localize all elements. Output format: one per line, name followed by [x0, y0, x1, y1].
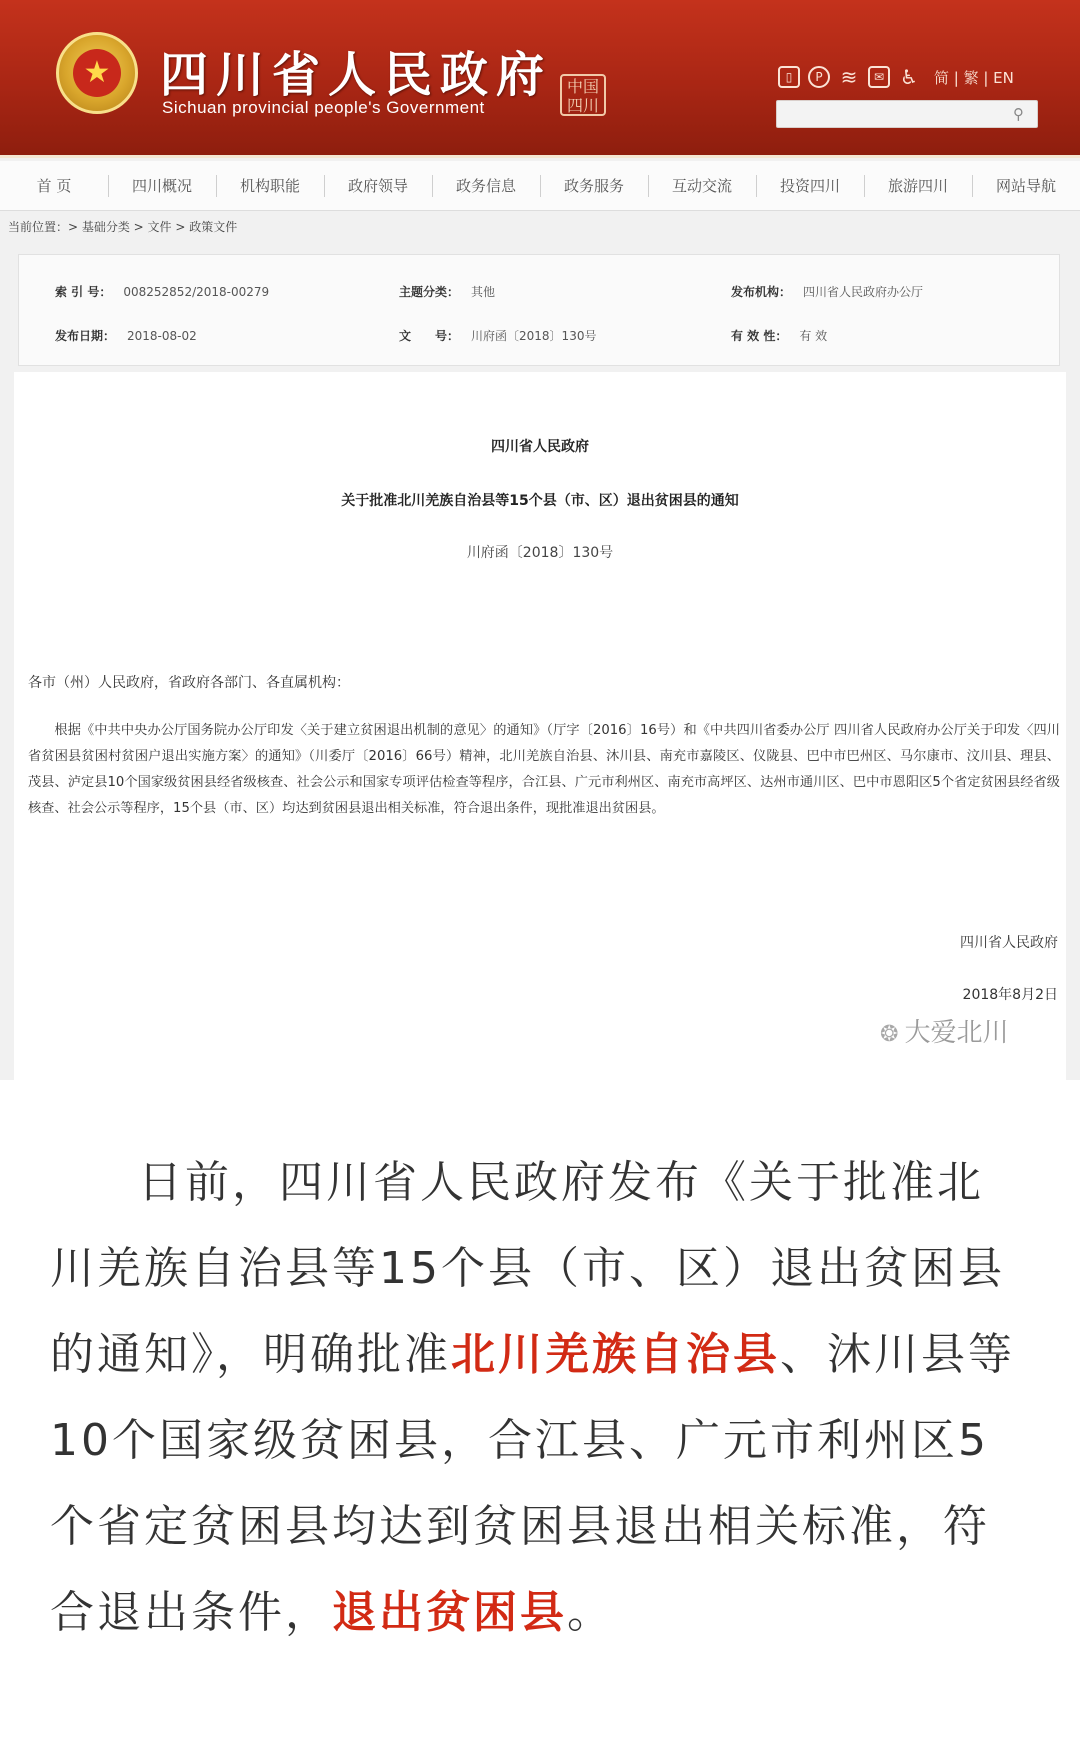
nav-services[interactable]: 政务服务 — [540, 161, 648, 210]
meta-date-label: 发布日期： — [55, 329, 116, 343]
document-issuer: 四川省人民政府 — [491, 439, 589, 455]
site-subtitle: Sichuan provincial people's Government — [162, 98, 485, 117]
language-switch[interactable]: 简 | 繁 | EN — [934, 68, 1014, 87]
site-header — [0, 0, 1080, 158]
main-nav — [0, 161, 1080, 211]
meta-index-value: 008252852/2018-00279 — [123, 285, 270, 299]
meta-publisher-value: 四川省人民政府办公厅 — [803, 285, 924, 299]
weibo-icon[interactable]: P — [808, 66, 830, 88]
watermark-text: 大爱北川 — [904, 1018, 1009, 1048]
article-text-2: 、沐川县等10个国家级贫困县，合江县、广元市利州区5个省定贫困县均达到贫困县退出相关标准，符合退出条件， — [50, 1329, 1015, 1638]
article-highlight-2: 退出贫困县 — [332, 1587, 567, 1638]
article-text-3: 。 — [567, 1587, 614, 1638]
emblem-star: ★ — [73, 49, 121, 97]
nav-invest[interactable]: 投资四川 — [756, 161, 864, 210]
document-signature: 四川省人民政府 — [960, 935, 1058, 951]
nav-overview[interactable]: 四川概况 — [108, 161, 216, 210]
meta-topic-label: 主题分类： — [399, 285, 460, 299]
rss-icon[interactable]: ≋ — [840, 65, 858, 89]
meta-date-value: 2018-08-02 — [127, 329, 197, 343]
site-title[interactable]: 四川省人民政府 — [160, 47, 553, 103]
document-body — [14, 372, 1066, 1080]
account-watermark — [880, 1012, 1008, 1049]
meta-validity-value: 有 效 — [799, 329, 828, 343]
meta-index — [55, 283, 269, 300]
nav-interaction[interactable]: 互动交流 — [648, 161, 756, 210]
meta-doc-number-value: 川府函〔2018〕130号 — [471, 329, 597, 343]
meta-topic-value: 其他 — [471, 285, 496, 299]
meta-doc-number-label: 文 号： — [399, 329, 460, 343]
nav-gov-info[interactable]: 政务信息 — [432, 161, 540, 210]
article-highlight-1: 北川羌族自治县 — [451, 1329, 780, 1380]
meta-date — [55, 327, 197, 344]
mail-icon[interactable]: ✉ — [868, 66, 890, 88]
article-text-1: 日前，四川省人民政府发布《关于批准北川羌族自治县等15个县（市、区）退出贫困县的通知》，明确批准 — [50, 1157, 1005, 1380]
document-number: 川府函〔2018〕130号 — [466, 545, 614, 561]
mobile-icon[interactable]: ▯ — [778, 66, 800, 88]
meta-publisher — [731, 283, 923, 300]
search-icon[interactable]: ⚲ — [1013, 105, 1024, 123]
nav-tourism[interactable]: 旅游四川 — [864, 161, 972, 210]
document-meta — [18, 254, 1060, 366]
breadcrumb[interactable]: 当前位置：> 基础分类 > 文件 > 政策文件 — [8, 220, 238, 234]
meta-index-label: 索 引 号： — [55, 285, 112, 299]
wechat-icon: ❂ — [880, 1022, 899, 1047]
document-recipients: 各市（州）人民政府，省政府各部门、各直属机构： — [28, 675, 350, 691]
document-date: 2018年8月2日 — [962, 987, 1058, 1003]
nav-functions[interactable]: 机构职能 — [216, 161, 324, 210]
document-title: 关于批准北川羌族自治县等15个县（市、区）退出贫困县的通知 — [341, 493, 739, 509]
header-toolbar — [778, 62, 1014, 92]
seal-logo: 中国 四川 — [560, 74, 606, 116]
meta-validity — [731, 327, 827, 344]
meta-topic — [399, 283, 495, 300]
national-emblem-icon[interactable] — [56, 32, 138, 114]
nav-home[interactable]: 首 页 — [36, 177, 72, 195]
nav-leaders[interactable]: 政府领导 — [324, 161, 432, 210]
meta-publisher-label: 发布机构： — [731, 285, 792, 299]
search-input[interactable] — [776, 100, 1038, 128]
document-paragraph: 根据《中共中央办公厅国务院办公厅印发〈关于建立贫困退出机制的意见〉的通知》（厅字〔2016〕16号）和《中共四川省委办公厅 四川省人民政府办公厅关于印发〈四川省贫困县贫困村贫困户退出实施方案〉的通知》（川委厅〔2016〕66号）精神，北川羌族自治县、沐川县、南充市嘉陵区、仪陇县、巴中市巴州区、马尔康市、汶川县、理县、茂县、泸定县10个国家级贫困县经省级核查、社会公示和国家专项评估检查等程序，合江县、广元市利州区、南充市高坪区、达州市通川区、巴中市恩阳区5个省定贫困县经省级核查、社会公示等程序，15个县（市、区）均达到贫困县退出相关标准，符合退出条件，现批准退出贫困县。 — [28, 723, 1060, 816]
meta-validity-label: 有 效 性： — [731, 329, 788, 343]
article-paragraph — [50, 1140, 1030, 1656]
accessibility-icon[interactable]: ♿ — [900, 65, 918, 89]
meta-doc-number — [399, 327, 596, 344]
nav-sitemap[interactable]: 网站导航 — [972, 161, 1080, 210]
